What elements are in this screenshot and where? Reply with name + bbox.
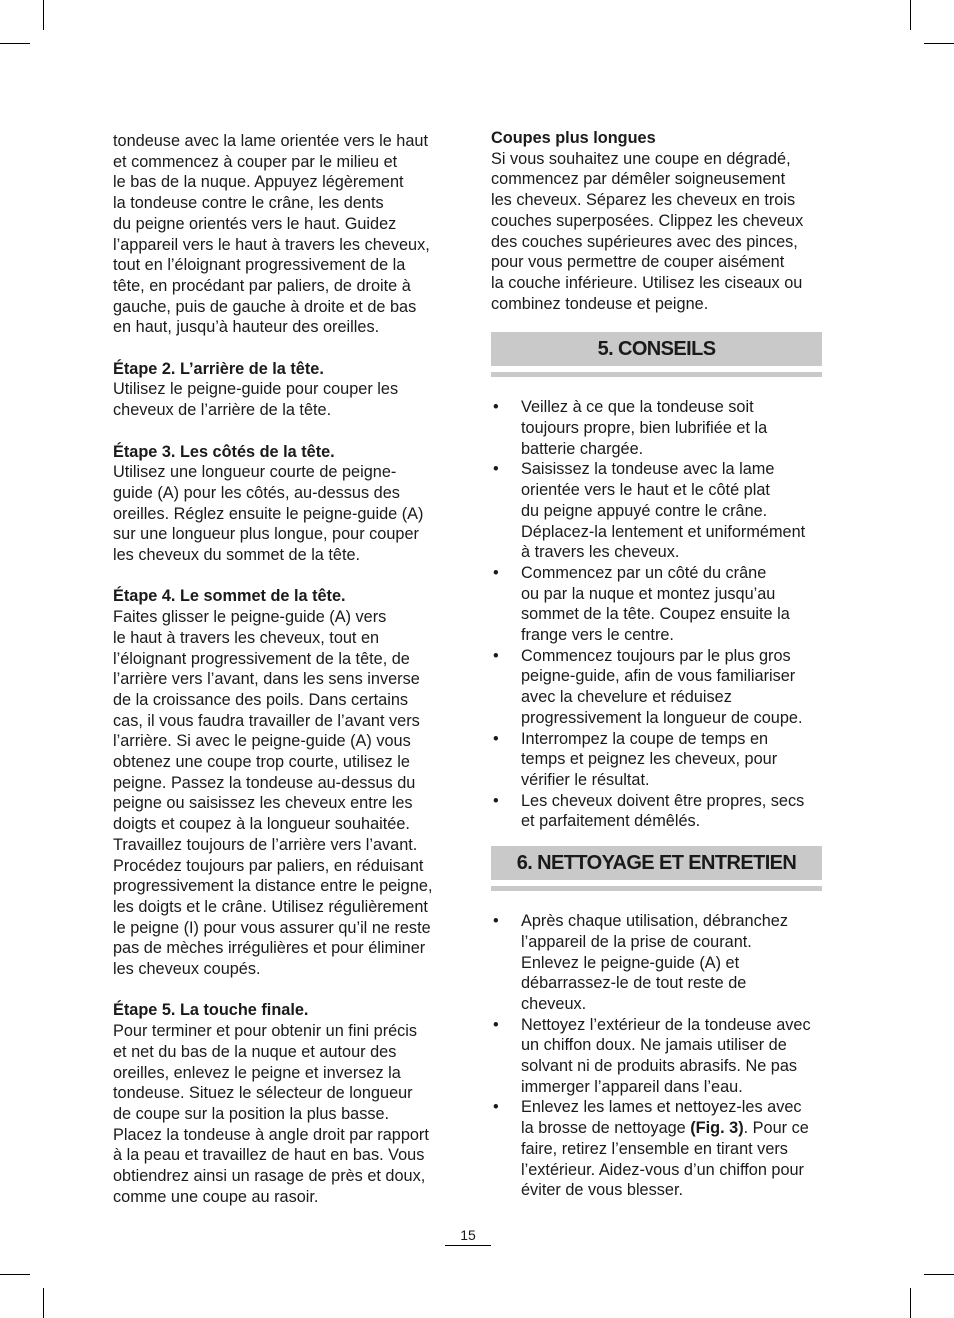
text-line: du peigne orientés vers le haut. Guidez [113,214,397,233]
text-line: des couches supérieures avec des pinces, [491,232,798,251]
text-line: Enlevez le peigne-guide (A) et [521,953,740,972]
text-line: l’extérieur. Aidez-vous d’un chiffon pour [521,1160,804,1179]
text-line: Faites glisser le peigne-guide (A) vers [113,608,387,627]
list-item [491,1015,831,1098]
text-line: Saisissez la tondeuse avec la lame [521,460,775,479]
longer-cuts-paragraph [491,128,831,314]
text-line: oreilles. Réglez ensuite le peigne-guide (A) [113,504,424,523]
text-line: frange vers le centre. [521,626,674,645]
section-6-title: 6. NETTOYAGE ET ENTRETIEN [516,852,797,875]
text-line: doigts et coupez à la longueur souhaitée. [113,815,410,834]
text-line: Nettoyez l’extérieur de la tondeuse avec [521,1015,811,1034]
cleaning-list [491,911,831,1201]
text-line: à la peau et travaillez de haut en bas. Vous [113,1146,425,1165]
crop-mark [910,1288,911,1318]
text-line: Pour terminer et pour obtenir un fini précis [113,1022,418,1041]
list-item [491,791,831,832]
text-line: la tondeuse contre le crâne, les dents [113,194,384,213]
text-line: de la croissance des poils. Dans certains [113,690,409,709]
text-line: Procédez toujours par paliers, en réduisant [113,856,424,875]
bullet-icon: • [493,460,499,479]
list-item [491,563,831,646]
text-line: batterie chargée. [521,439,644,458]
list-item [491,729,831,791]
text-line: tête, en procédant par paliers, de droite à [113,276,411,295]
text-line: le haut à travers les cheveux, tout en [113,628,380,647]
text-line: les cheveux. Séparez les cheveux en trois [491,191,796,210]
text-line: peigne-guide, afin de vous familiariser [521,667,796,686]
list-item [491,459,831,563]
text-line: avec la chevelure et réduisez [521,688,732,707]
crop-mark [43,0,44,30]
list-item [491,911,831,1015]
text-line: en haut, jusqu’à hauteur des oreilles. [113,318,380,337]
bullet-icon: • [493,646,499,665]
text-line: l’arrière vers l’avant, dans les sens inverse [113,670,420,689]
text-line: peigne. Passez la tondeuse au-dessus du [113,773,416,792]
text-line: faire, retirez l’ensemble en tirant vers [521,1139,788,1158]
bullet-icon: • [493,912,499,931]
text-line: guide (A) pour les côtés, au-dessus des [113,483,400,502]
text-line: peigne ou saisissez les cheveux entre les [113,794,413,813]
text-line: tondeuse. Situez le sélecteur de longueur [113,1084,413,1103]
crop-mark [43,1288,44,1318]
text-line: obtiendrez ainsi un rasage de près et doux, [113,1167,426,1186]
text-line: Utilisez le peigne-guide pour couper les [113,380,399,399]
bullet-icon: • [493,563,499,582]
text-line: combinez tondeuse et peigne. [491,294,709,313]
section-6-heading [491,846,822,886]
text-line: débarrassez-le de tout reste de [521,974,747,993]
text-line: pas de mèches irrégulières et pour éliminer [113,939,426,958]
bullet-icon: • [493,729,499,748]
crop-mark [924,43,954,44]
intro-paragraph [113,131,453,338]
text-line: progressivement la distance entre le peigne, [113,877,433,896]
step-title: Étape 3. Les côtés de la tête. [113,442,335,461]
text-line: les cheveux du sommet de la tête. [113,546,361,565]
text-line: du peigne appuyé contre le crâne. [521,501,768,520]
section-5-heading [491,332,822,372]
text-fragment: . Pour ce [743,1119,809,1138]
text-fragment: la brosse de nettoyage [521,1119,691,1138]
left-column [113,131,453,1228]
step-title: Étape 4. Le sommet de la tête. [113,587,346,606]
text-line: Travaillez toujours de l’arrière vers l’avant. [113,835,418,854]
text-line: immerger l’appareil dans l’eau. [521,1077,743,1096]
section-5-title: 5. CONSEILS [597,338,716,361]
text-line: de coupe sur la position la plus basse. [113,1104,390,1123]
crop-mark [924,1274,954,1275]
text-line: et commencez à couper par le milieu et [113,152,398,171]
crop-mark [0,1274,30,1275]
steps-container [113,359,453,1208]
text-line: Enlevez les lames et nettoyez-les avec [521,1098,802,1117]
text-line: et net du bas de la nuque et autour des [113,1042,397,1061]
text-line: le peigne (I) pour vous assurer qu’il ne reste [113,918,431,937]
section-5-rule [491,372,822,377]
text-line: obtenez une coupe trop courte, utilisez le [113,753,410,772]
text-line: comme une coupe au rasoir. [113,1187,319,1206]
text-line: l’appareil vers le haut à travers les cheveux, [113,235,430,254]
text-line: l’arrière. Si avec le peigne-guide (A) vous [113,732,411,751]
text-line: l’éloignant progressivement de la tête, de [113,649,410,668]
text-line: solvant ni de produits abrasifs. Ne pas [521,1057,798,1076]
text-line: cheveux. [521,994,587,1013]
text-line: la couche inférieure. Utilisez les ciseaux ou [491,273,803,292]
step-title: Étape 2. L’arrière de la tête. [113,359,324,378]
text-line: Veillez à ce que la tondeuse soit [521,398,754,417]
text-line: ou par la nuque et montez jusqu’au [521,584,776,603]
text-line: Placez la tondeuse à angle droit par rapport [113,1125,429,1144]
text-line: Après chaque utilisation, débranchez [521,912,789,931]
step-title: Étape 5. La touche finale. [113,1001,309,1020]
text-line: commencez par démêler soigneusement [491,170,786,189]
tips-list [491,397,831,832]
text-line: un chiffon doux. Ne jamais utiliser de [521,1036,787,1055]
text-line: toujours propre, bien lubrifiée et la [521,419,768,438]
text-line: sommet de la tête. Coupez ensuite la [521,605,790,624]
text-line: pour vous permettre de couper aisément [491,253,785,272]
text-line: cheveux de l’arrière de la tête. [113,401,332,420]
bullet-icon: • [493,398,499,417]
bullet-icon: • [493,1098,499,1117]
text-line: couches superposées. Clippez les cheveux [491,211,804,230]
bullet-icon: • [493,1015,499,1034]
text-line: oreilles, enlevez le peigne et inversez la [113,1063,401,1082]
text-line: Si vous souhaitez une coupe en dégradé, [491,149,791,168]
crop-mark [910,0,911,30]
step-paragraph [113,1000,453,1207]
step-paragraph [113,586,453,979]
bullet-icon: • [493,791,499,810]
list-item [491,1097,831,1201]
step-paragraph [113,359,453,421]
text-line: orientée vers le haut et le côté plat [521,481,770,500]
text-line: Commencez par un côté du crâne [521,563,767,582]
text-line: temps et peignez les cheveux, pour [521,750,778,769]
longer-cuts-title: Coupes plus longues [491,129,656,147]
text-line: à travers les cheveux. [521,543,680,562]
text-line: Déplacez-la lentement et uniformément [521,522,806,541]
text-line: tout en l’éloignant progressivement de la [113,256,406,275]
text-line: tondeuse avec la lame orientée vers le haut [113,132,428,150]
list-item [491,646,831,729]
text-line [521,1118,831,1139]
text-line: Les cheveux doivent être propres, secs [521,791,805,810]
figure-reference: (Fig. 3) [690,1119,744,1138]
text-line: Interrompez la coupe de temps en [521,729,769,748]
text-line: gauche, puis de gauche à droite et de bas [113,297,417,316]
text-line: sur une longueur plus longue, pour couper [113,525,419,544]
section-6-rule [491,886,822,891]
text-line: Commencez toujours par le plus gros [521,646,791,665]
text-line: le bas de la nuque. Appuyez légèrement [113,173,404,192]
text-line: progressivement la longueur de coupe. [521,708,803,727]
crop-mark [0,43,30,44]
text-line: cas, il vous faudra travailler de l’avant vers [113,711,420,730]
text-line: les cheveux coupés. [113,960,261,979]
text-line: les doigts et le crâne. Utilisez régulièrement [113,897,428,916]
right-column [491,128,831,1201]
text-line: éviter de vous blesser. [521,1181,683,1200]
page-number: 15 [445,1226,491,1246]
text-line: vérifier le résultat. [521,770,650,789]
text-line: l’appareil de la prise de courant. [521,932,752,951]
list-item [491,397,831,459]
step-paragraph [113,442,453,566]
text-line: et parfaitement démêlés. [521,812,701,831]
text-line: Utilisez une longueur courte de peigne- [113,463,397,482]
